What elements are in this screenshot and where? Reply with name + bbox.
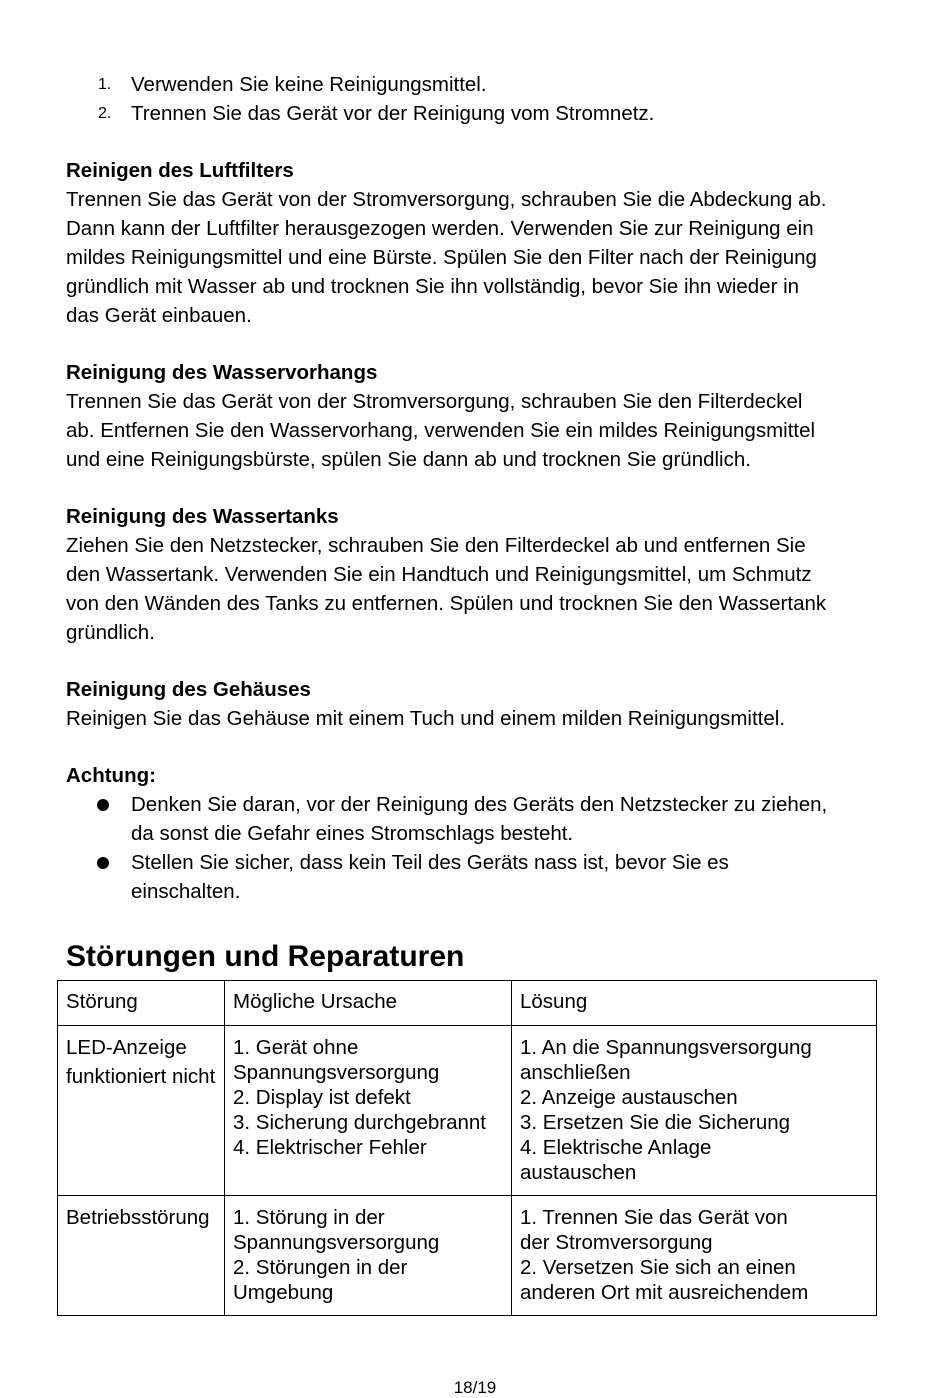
problem-cell <box>58 1196 225 1316</box>
numbered-list <box>66 70 886 128</box>
cell-line: funktioniert nicht <box>66 1065 216 1088</box>
cell-line: 4. Elektrische Anlage <box>520 1136 712 1159</box>
section-caution <box>66 761 886 906</box>
cell-line: anschließen <box>520 1061 631 1084</box>
section-water-tank <box>66 502 886 647</box>
cell-line: 1. Gerät ohne <box>233 1036 359 1059</box>
text-line: gründlich mit Wasser ab und trocknen Sie ihn vollständig, bevor Sie ihn wieder in <box>66 275 800 298</box>
text-line: mildes Reinigungsmittel und eine Bürste. Spülen Sie den Filter nach der Reinigung <box>66 246 817 269</box>
cell-line: Betriebsstörung <box>66 1206 210 1229</box>
list-item <box>66 99 886 128</box>
bullet-dot-icon <box>97 799 109 811</box>
cause-cell <box>225 1196 512 1316</box>
troubleshooting-title: Störungen und Reparaturen <box>66 940 465 973</box>
section-heading: Reinigung des Gehäuses <box>66 678 311 701</box>
cell-line: 3. Ersetzen Sie die Sicherung <box>520 1111 791 1134</box>
cell-line: 2. Störungen in der <box>233 1256 408 1279</box>
section-paragraph <box>66 185 886 330</box>
text-line: und eine Reinigungsbürste, spülen Sie dann ab und trocknen Sie gründlich. <box>66 448 751 471</box>
table-row <box>58 1196 877 1316</box>
cell-line: 1. An die Spannungsversorgung <box>520 1036 812 1059</box>
table-header-row <box>58 981 877 1026</box>
text-line: Reinigen Sie das Gehäuse mit einem Tuch und einem milden Reinigungsmittel. <box>66 707 786 730</box>
section-heading: Reinigung des Wassertanks <box>66 505 339 528</box>
list-item <box>66 70 886 99</box>
section-paragraph <box>66 387 886 474</box>
cell-line: Spannungsversorgung <box>233 1061 440 1084</box>
list-text: Verwenden Sie keine Reinigungsmittel. <box>131 73 487 96</box>
text-line: einschalten. <box>131 880 241 903</box>
solution-cell <box>512 1026 877 1196</box>
cell-line: 2. Versetzen Sie sich an einen <box>520 1256 796 1279</box>
page-number: 18/19 <box>453 1378 497 1397</box>
bullet-item <box>66 848 886 906</box>
cell-line: Umgebung <box>233 1281 334 1304</box>
text-line: Denken Sie daran, vor der Reinigung des Geräts den Netzstecker zu ziehen, <box>131 793 828 816</box>
column-header: Störung <box>58 981 225 1026</box>
cell-line: Spannungsversorgung <box>233 1231 440 1254</box>
text-line: das Gerät einbauen. <box>66 304 252 327</box>
list-number: 2. <box>98 105 112 122</box>
column-header: Lösung <box>512 981 877 1026</box>
text-line: Trennen Sie das Gerät von der Stromversorgung, schrauben Sie den Filterdeckel <box>66 390 803 413</box>
list-text: Trennen Sie das Gerät vor der Reinigung vom Stromnetz. <box>131 102 655 125</box>
cell-line: LED-Anzeige <box>66 1036 187 1059</box>
text-line: da sonst die Gefahr eines Stromschlags besteht. <box>131 822 574 845</box>
cause-cell <box>225 1026 512 1196</box>
cell-line: der Stromversorgung <box>520 1231 713 1254</box>
column-header: Mögliche Ursache <box>225 981 512 1026</box>
caution-heading: Achtung: <box>66 764 156 787</box>
cell-line: 1. Trennen Sie das Gerät von <box>520 1206 788 1229</box>
bullet-dot-icon <box>97 857 109 869</box>
cell-line: 3. Sicherung durchgebrannt <box>233 1111 487 1134</box>
caution-bullet-list <box>66 790 886 906</box>
cell-line: 2. Anzeige austauschen <box>520 1086 738 1109</box>
troubleshooting-table <box>57 980 877 1316</box>
section-paragraph <box>66 531 886 647</box>
text-line: Dann kann der Luftfilter herausgezogen werden. Verwenden Sie zur Reinigung ein <box>66 217 814 240</box>
section-paragraph <box>66 704 886 733</box>
text-line: Ziehen Sie den Netzstecker, schrauben Sie den Filterdeckel ab und entfernen Sie <box>66 534 806 557</box>
cell-line: 1. Störung in der <box>233 1206 385 1229</box>
problem-cell <box>58 1026 225 1196</box>
section-housing <box>66 675 886 733</box>
cell-line: 2. Display ist defekt <box>233 1086 411 1109</box>
table-row <box>58 1026 877 1196</box>
section-water-curtain <box>66 358 886 474</box>
solution-cell <box>512 1196 877 1316</box>
cell-line: 4. Elektrischer Fehler <box>233 1136 427 1159</box>
cell-line: anderen Ort mit ausreichendem <box>520 1281 809 1304</box>
text-line: Stellen Sie sicher, dass kein Teil des Geräts nass ist, bevor Sie es <box>131 851 729 874</box>
cell-line: austauschen <box>520 1161 637 1184</box>
section-heading: Reinigen des Luftfilters <box>66 159 294 182</box>
text-line: ab. Entfernen Sie den Wasservorhang, verwenden Sie ein mildes Reinigungsmittel <box>66 419 816 442</box>
bullet-item <box>66 790 886 848</box>
section-air-filter <box>66 156 886 330</box>
text-line: gründlich. <box>66 621 155 644</box>
text-line: von den Wänden des Tanks zu entfernen. Spülen und trocknen Sie den Wassertank <box>66 592 827 615</box>
text-line: den Wassertank. Verwenden Sie ein Handtuch und Reinigungsmittel, um Schmutz <box>66 563 812 586</box>
list-number: 1. <box>98 76 112 93</box>
section-heading: Reinigung des Wasservorhangs <box>66 361 378 384</box>
text-line: Trennen Sie das Gerät von der Stromversorgung, schrauben Sie die Abdeckung ab. <box>66 188 827 211</box>
